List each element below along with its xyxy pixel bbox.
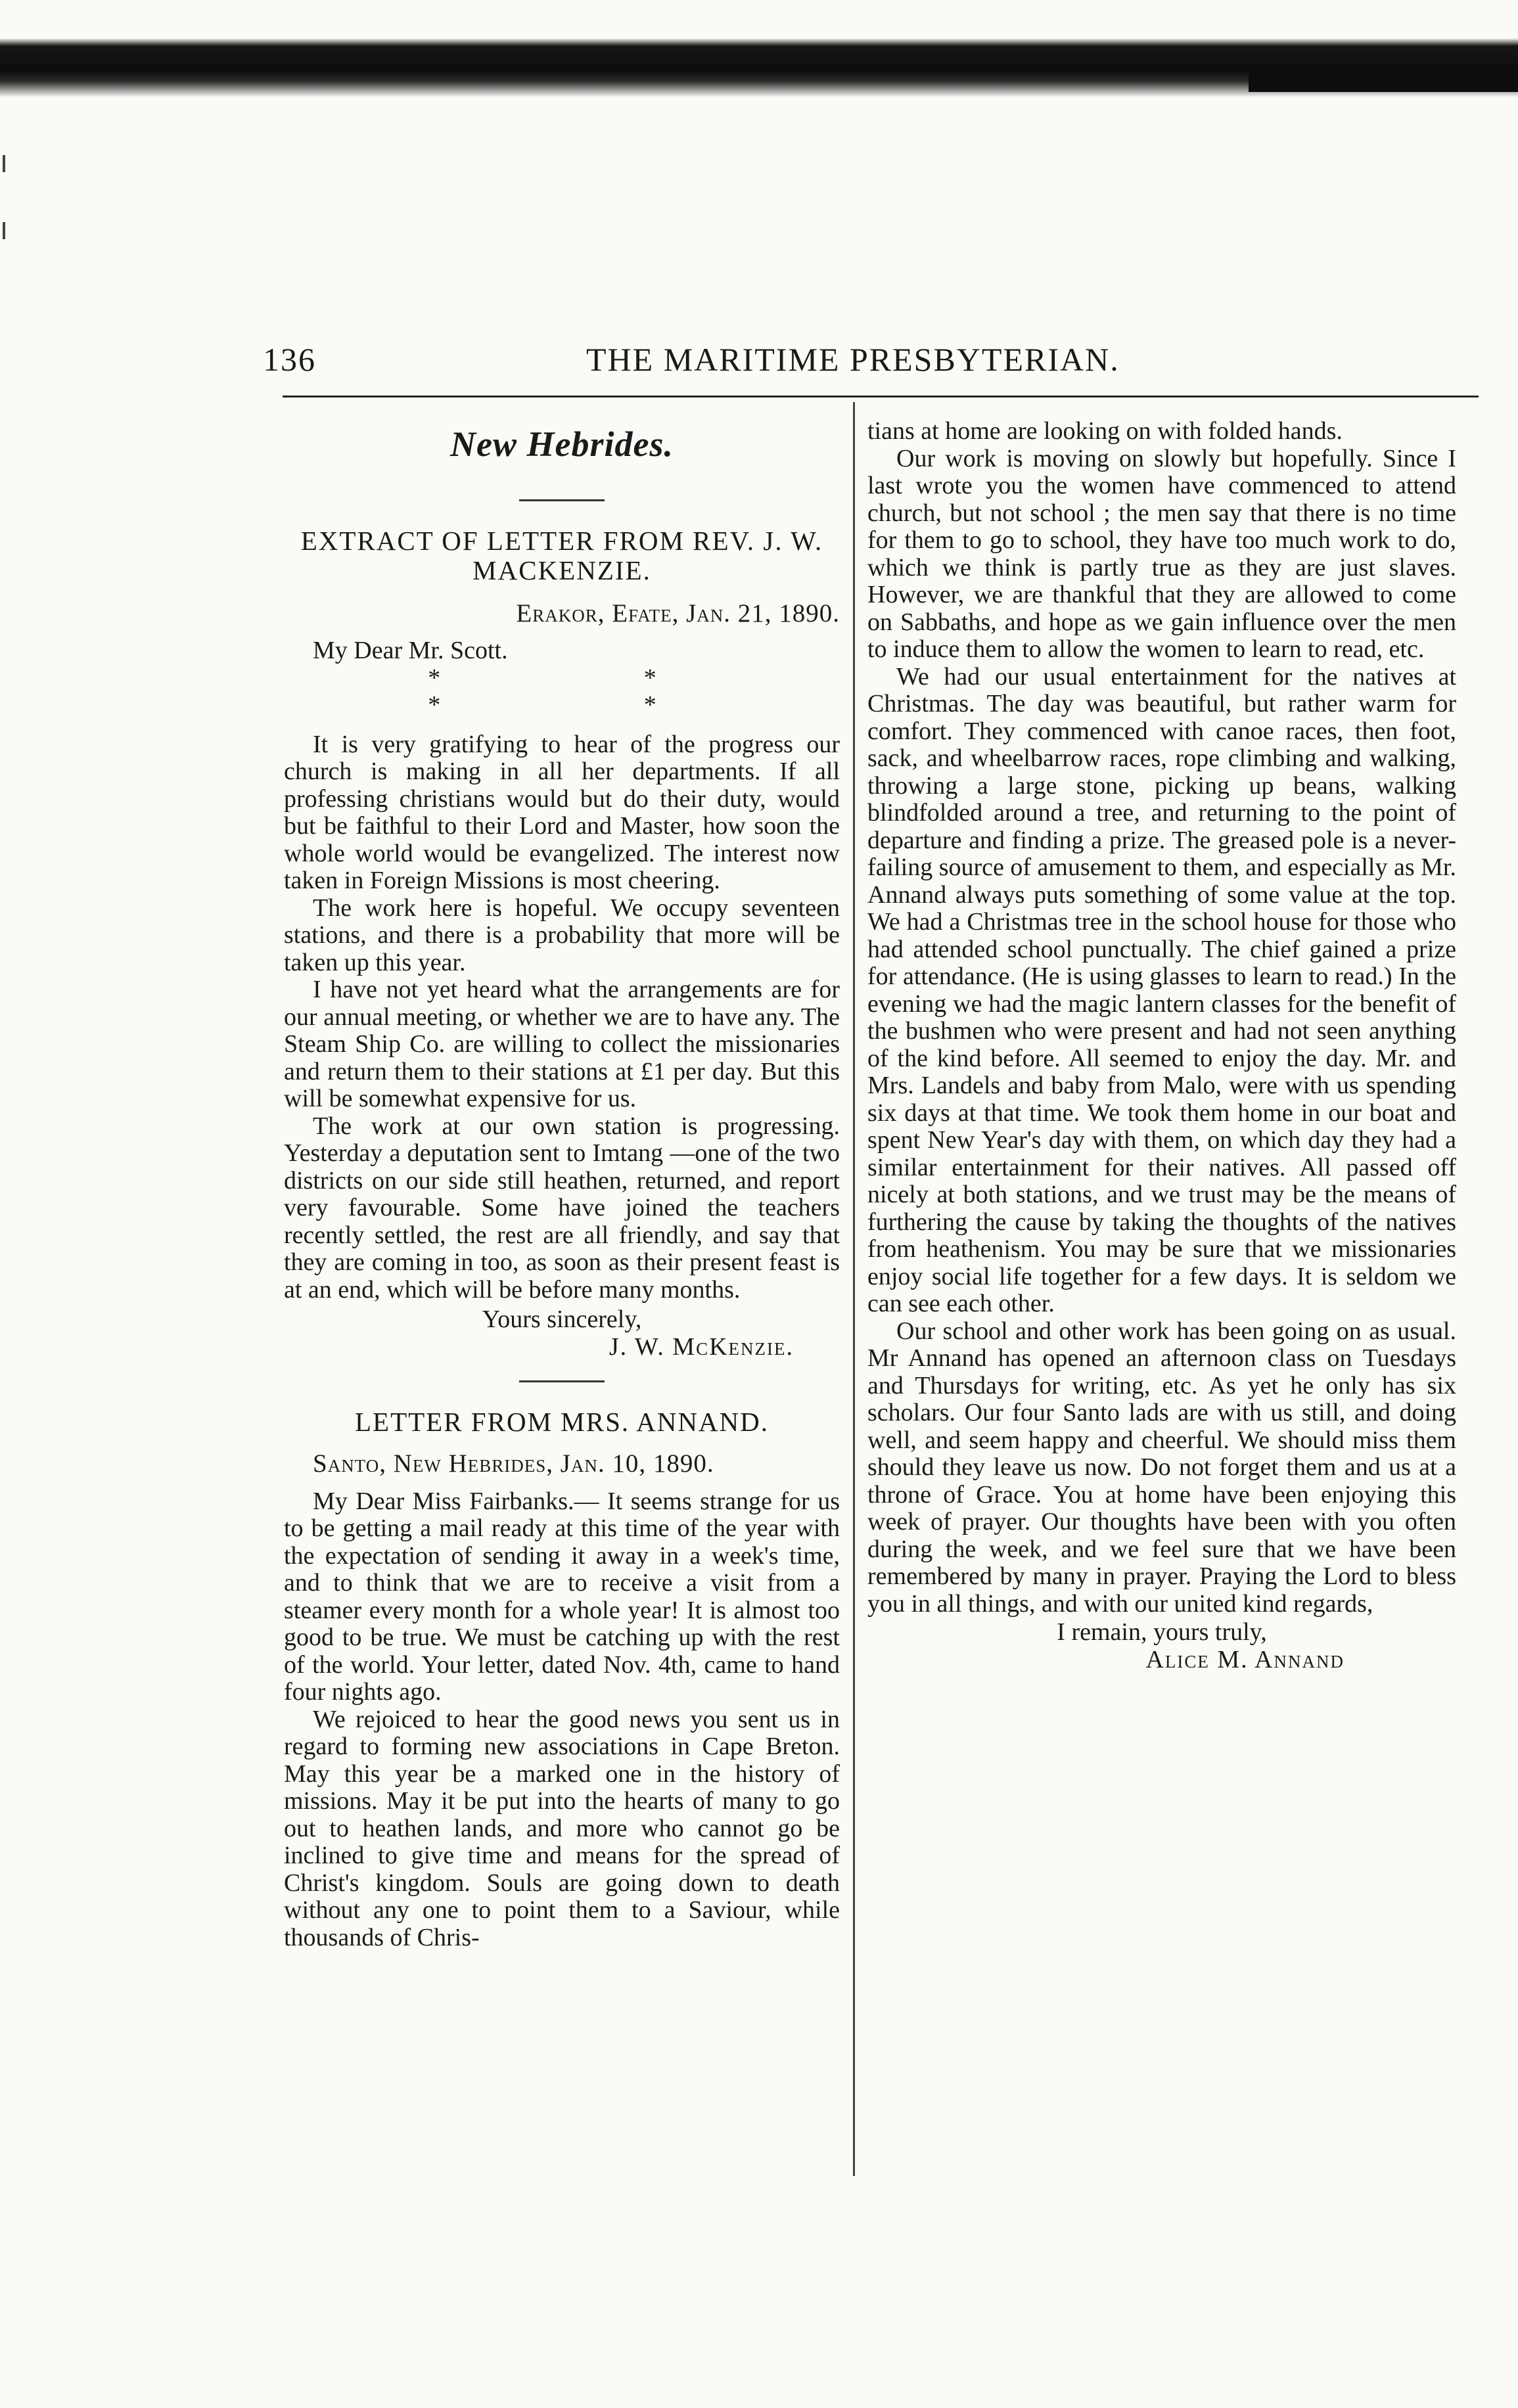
letter1-title: EXTRACT OF LETTER FROM REV. J. W. MACKENZIE. (300, 525, 823, 585)
left-column (284, 418, 840, 1951)
letter1-dateline: Erakor, Efate, Jan. 21, 1890. (516, 599, 840, 627)
letter1-salutation: My Dear Mr. Scott. (313, 637, 508, 664)
letter2-closing: I remain, yours truly, (1057, 1618, 1267, 1646)
scan-margin-marks (3, 105, 18, 239)
letter1-paragraph: The work at our own station is progressing. Yesterday a deputation sent to Imtang —one of the two districts on our side still heathen, returned, and report very favourable. Some have joined the teachers recently settled, the rest are all friendly, and say that they are coming in too, as soon as their present feast is at an end, which will be before many months. (284, 1112, 840, 1304)
page-header (263, 334, 1262, 386)
letter2-continuation: tians at home are looking on with folded hands. (867, 417, 1343, 445)
scan-dark-band (0, 0, 1518, 97)
letter1-closing: Yours sincerely, (482, 1306, 642, 1333)
column-divider (853, 402, 855, 2176)
journal-title: THE MARITIME PRESBYTERIAN. (586, 341, 1120, 378)
letter2-title: LETTER FROM MRS. ANNAND. (354, 1407, 770, 1437)
right-column (867, 418, 1456, 1673)
letter1-signature: J. W. McKenzie. (609, 1332, 794, 1361)
letter2-paragraph: Our school and other work has been going on as usual. Mr Annand has opened an afternoon class on Tuesdays and Thursdays for writing, etc. As yet he only has six scholars. Our four Santo lads are with us still, and doing well, and seem happy and cheerful. We should miss them should they leave us now. Do not forget them and us at a throne of Grace. You at home have been enjoying this week of prayer. Our thoughts have been with you often during the week, and we feel sure that we have been remembered by many in prayer. Praying the Lord to bless you in all things, and with our united kind regards, (867, 1317, 1456, 1618)
section-title: New Hebrides. (450, 424, 674, 464)
letter2-paragraph: We had our usual entertainment for the natives at Christmas. The day was beautiful, but rather warm for comfort. They commenced with canoe races, then foot, sack, and wheelbarrow races, rope climbing and walking, throwing a large stone, picking up beans, walking blindfolded around a tree, and returning to the point of departure and finding a prize. The greased pole is a never-failing source of amusement to them, and especially as Mr. Annand always puts something of some value at the top. We had a Christmas tree in the school house for those who had attended school punctually. The chief gained a prize for attendance. (He is using glasses to learn to read.) In the evening we had the magic lantern classes for the benefit of the bushmen who were present and had not seen anything of the kind before. All seemed to enjoy the day. Mr. and Mrs. Landels and baby from Malo, were with us spending six days at that time. We took them home in our boat and spent New Year's day with them, on which day they had a similar entertainment for their natives. All passed off nicely at both stations, and we trust may be the means of furthering the cause by taking the thoughts of the natives from heathenism. You may be sure that we missionaries enjoy social life together for a few days. It is seldom we can see each other. (867, 662, 1456, 1317)
letter1-paragraph: It is very gratifying to hear of the progress our church is making in all her departments. If all professing christians would but do their duty, would but be faithful to their Lord and Master, how soon the whole world would be evangelized. The interest now taken in Foreign Missions is most cheering. (284, 730, 840, 894)
letter1-paragraph: The work here is hopeful. We occupy seventeen stations, and there is a probability that more will be taken up this year. (284, 894, 840, 976)
section-rule (519, 499, 605, 501)
letter2-paragraph: My Dear Miss Fairbanks.— It seems strange for us to be getting a mail ready at this time of the year with the expectation of sending it away in a week's time, and to think that we are to receive a visit from a steamer every month for a whole year! It is almost too good to be true. We must be catching up with the rest of the world. Your letter, dated Nov. 4th, came to hand four nights ago. (284, 1487, 840, 1706)
asterisks-ellipsis: * * * * (428, 664, 755, 719)
letter-separator-rule (519, 1380, 605, 1382)
letter2-paragraph: Our work is moving on slowly but hopefully. Since I last wrote you the women have commenced to attend church, but not school ; the men say that there is no time for them to go to school, they have too much work to do, which we think is partly true as they are just slaves. However, we are thankful that they are allowed to come on Sabbaths, and hope as we gain influence over the men to induce them to allow the women to learn to read, etc. (867, 444, 1456, 663)
letter2-paragraph: We rejoiced to hear the good news you sent us in regard to forming new associations in Cape Breton. May this year be a marked one in the history of missions. May it be put into the hearts of many to go out to heathen lands, and more who cannot go be inclined to give time and means for the spread of Christ's kingdom. Souls are going down to death without any one to point them to a Saviour, while thousands of Chris- (284, 1705, 840, 1951)
header-rule (283, 396, 1479, 398)
letter2-dateline: Santo, New Hebrides, Jan. 10, 1890. (313, 1449, 714, 1478)
page-number: 136 (263, 341, 316, 378)
letter1-paragraph: I have not yet heard what the arrangements are for our annual meeting, or whether we are to have any. The Steam Ship Co. are willing to collect the missionaries and return them to their stations at £1 per day. But this will be somewhat expensive for us. (284, 976, 840, 1112)
letter2-signature: Alice M. Annand (1145, 1645, 1345, 1673)
